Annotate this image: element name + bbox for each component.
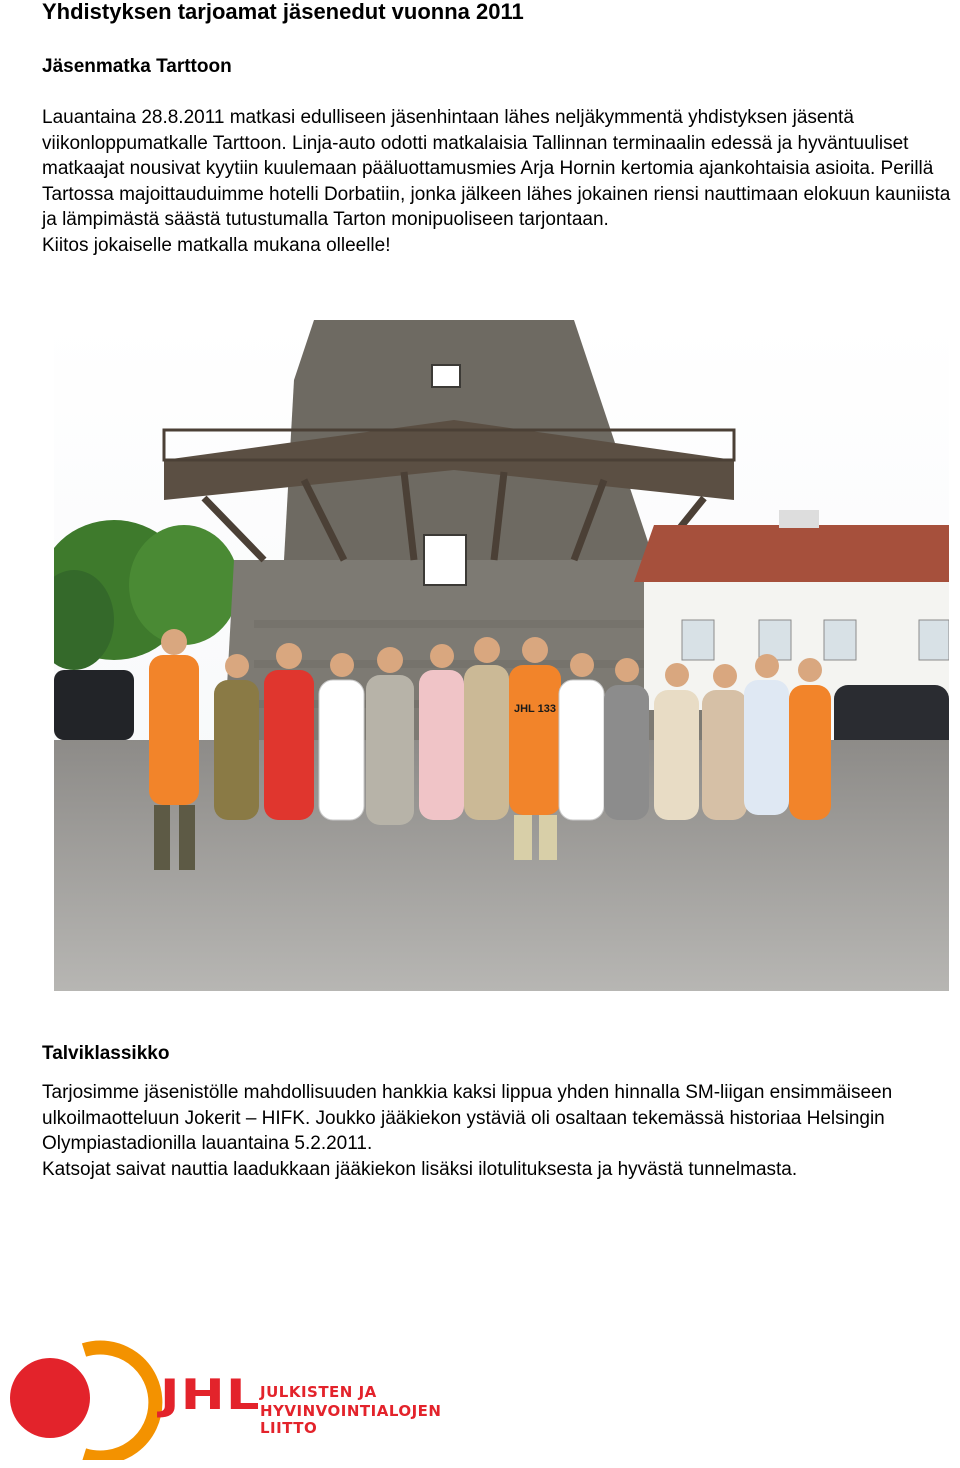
winter-paragraph (42, 1080, 957, 1182)
trip-paragraph-line: Lauantaina 28.8.2011 matkasi edulliseen jäsenhintaan lähes neljäkymmentä yhdistyksen jäsentä viikonloppumatkalle Tarttoon. Linja-auto odotti matkalaisia Tallinnan terminaalin edessä ja hyväntuuliset matkaajat nousivat kyytiin kuulemaan pääluottamusmies Arja Hornin kertomia ajankohtaisia asioita. Perillä Tartossa majoittauduimme hotelli Dorbatiin, jonka jälkeen lähes jokainen riensi nauttimaan elokuun kauniista ja lämpimästä säästä tutustumalla Tarton monipuoliseen tarjontaan. (42, 107, 951, 230)
logo-wordmark: JHL (160, 1370, 261, 1419)
winter-paragraph-line: Tarjosimme jäsenistölle mahdollisuuden hankkia kaksi lippua yhden hinnalla SM-liigan ensimmäiseen ulkoilmaotteluun Jokerit – HIFK. Joukko jääkiekon ystäviä oli osaltaan tekemässä historiaa Helsingin Olympiastadionilla lauantaina 5.2.2011. (42, 1082, 893, 1154)
trip-paragraph (42, 105, 957, 258)
winter-paragraph-line: Katsojat saivat nauttia laadukkaan jääkiekon lisäksi ilotulituksesta ja hyvästä tunnelmasta. (42, 1158, 798, 1180)
logo-tagline-line1: JULKISTEN JA (260, 1383, 377, 1401)
section-heading-winter: Talviklassikko (42, 1043, 170, 1064)
logo-circle-mark (0, 1340, 170, 1460)
group-photo-windmill (54, 320, 949, 991)
jhl-logo (0, 1340, 500, 1460)
trip-paragraph-line: Kiitos jokaiselle matkalla mukana olleelle! (42, 234, 391, 256)
page-title: Yhdistyksen tarjoamat jäsenedut vuonna 2011 (42, 0, 524, 24)
logo-tagline-line2: HYVINVOINTIALOJEN LIITTO (260, 1402, 442, 1437)
shirt-print: JHL 133 (514, 703, 556, 715)
section-heading-trip: Jäsenmatka Tarttoon (42, 56, 232, 77)
